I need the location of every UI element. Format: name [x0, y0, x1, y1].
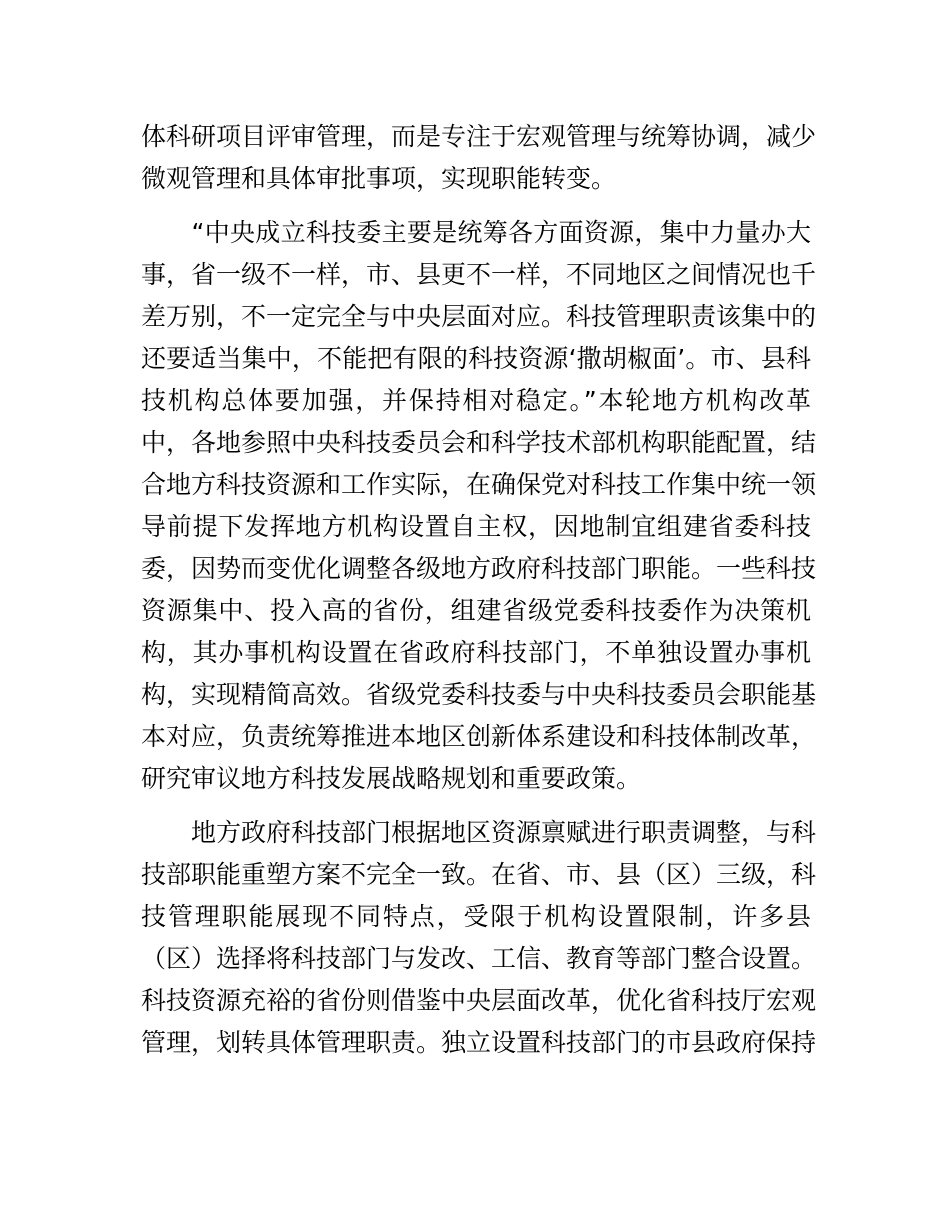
text-line: 技部职能重塑方案不完全一致。在省、市、县（区）三级，科	[141, 860, 817, 889]
text-line: 研究审议地方科技发展战略规划和重要政策。	[141, 764, 642, 793]
paragraph-spacing	[141, 800, 811, 812]
text-line: 技机构总体要加强，并保持相对稳定。”本轮地方机构改革	[141, 386, 811, 415]
text-line: 委，因势而变优化调整各级地方政府科技部门职能。一些科技	[141, 554, 817, 583]
text-line: 中，各地参照中央科技委员会和科学技术部机构职能配置，结	[141, 428, 817, 457]
text-line: （区）选择将科技部门与发改、工信、教育等部门整合设置。	[141, 944, 817, 973]
text-line: 体科研项目评审管理，而是专注于宏观管理与统筹协调，减少	[141, 122, 817, 151]
paragraph-spacing	[141, 200, 811, 212]
paragraph-1	[141, 116, 817, 200]
document-body	[141, 116, 817, 1064]
text-line: 微观管理和具体审批事项，实现职能转变。	[141, 164, 617, 193]
text-line: 科技资源充裕的省份则借鉴中央层面改革，优化省科技厅宏观	[141, 986, 817, 1015]
text-line: 事，省一级不一样，市、县更不一样，不同地区之间情况也千	[141, 260, 817, 289]
text-line: 合地方科技资源和工作实际，在确保党对科技工作集中统一领	[141, 470, 817, 499]
text-line: 构，实现精简高效。省级党委科技委与中央科技委员会职能基	[141, 680, 817, 709]
text-line: 地方政府科技部门根据地区资源禀赋进行职责调整，与科	[141, 818, 817, 847]
text-line: 还要适当集中，不能把有限的科技资源‘撒胡椒面’。市、县科	[141, 344, 811, 373]
text-line: 资源集中、投入高的省份，组建省级党委科技委作为决策机	[141, 596, 811, 625]
text-line: “中央成立科技委主要是统筹各方面资源，集中力量办大	[141, 218, 811, 247]
text-line: 技管理职能展现不同特点，受限于机构设置限制，许多县	[141, 902, 811, 931]
text-line: 构，其办事机构设置在省政府科技部门，不单独设置办事机	[141, 638, 811, 667]
text-line: 差万别，不一定完全与中央层面对应。科技管理职责该集中的	[141, 302, 817, 331]
text-line: 本对应，负责统筹推进本地区创新体系建设和科技体制改革，	[141, 722, 817, 751]
paragraph-3	[141, 812, 817, 1064]
text-line: 导前提下发挥地方机构设置自主权，因地制宜组建省委科技	[141, 512, 811, 541]
text-line: 管理，划转具体管理职责。独立设置科技部门的市县政府保持	[141, 1028, 817, 1057]
paragraph-2	[141, 212, 817, 800]
